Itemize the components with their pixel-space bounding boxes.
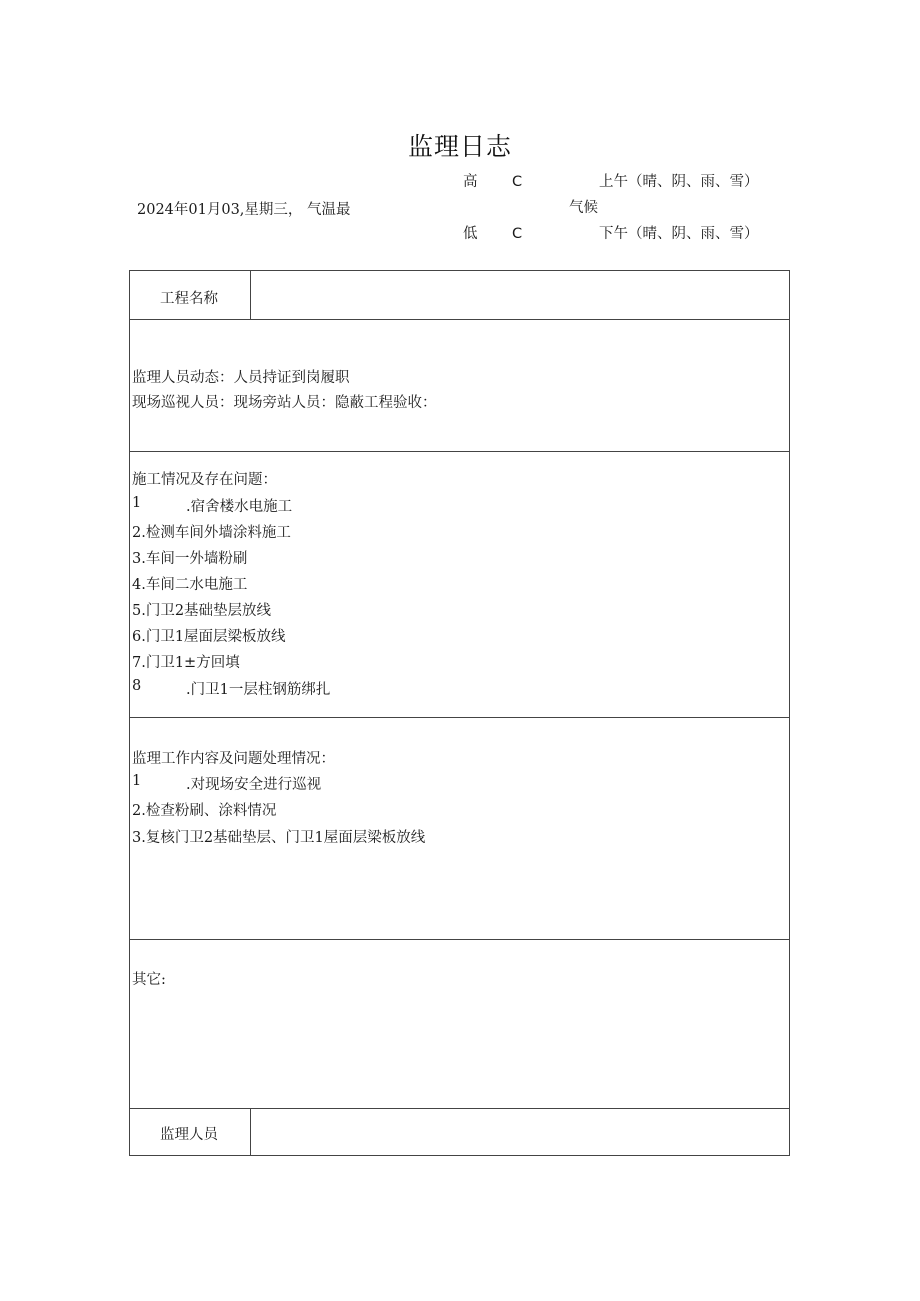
temp-high-label: 高 <box>463 174 478 190</box>
list-item-number: 8 <box>132 678 142 694</box>
construction-item: 2.检测车间外墙涂料施工 <box>132 525 291 541</box>
supervisor-label: 监理人员 <box>160 1127 218 1143</box>
row-divider <box>130 319 789 320</box>
construction-item: .门卫1一层柱钢筋绑扎 <box>186 682 331 698</box>
weather-label: 气候 <box>569 200 598 216</box>
construction-item: 5.门卫2基础垫层放线 <box>132 603 272 619</box>
column-divider <box>250 1108 251 1155</box>
supervision-item: 2.检查粉刷、涂料情况 <box>132 803 277 819</box>
page-title: 监理日志 <box>407 132 512 161</box>
construction-item: 6.门卫1屋面层梁板放线 <box>132 629 286 645</box>
column-divider <box>250 271 251 319</box>
supervision-item: 3.复核门卫2基础垫层、门卫1屋面层梁板放线 <box>132 830 426 846</box>
construction-item: .宿舍楼水电施工 <box>186 499 293 515</box>
staff-line-1: 监理人员动态：人员持证到岗履职 <box>132 370 350 386</box>
staff-line-2: 现场巡视人员：现场旁站人员：隐蔽工程验收： <box>132 395 437 411</box>
list-item-number: 1 <box>132 773 142 789</box>
weather-morning: 上午（晴、阴、雨、雪） <box>599 174 759 190</box>
date-line: 2024年01月03,星期三， 气温最 <box>137 202 351 218</box>
supervision-item: .对现场安全进行巡视 <box>186 777 322 793</box>
row-divider <box>130 451 789 452</box>
supervision-heading: 监理工作内容及问题处理情况： <box>132 751 335 767</box>
other-heading: 其它: <box>132 972 166 988</box>
construction-item: 3.车间一外墙粉刷 <box>132 551 248 567</box>
weather-afternoon: 下午（晴、阴、雨、雪） <box>599 226 759 242</box>
temp-high-unit: C <box>512 174 523 190</box>
log-table <box>129 270 790 1156</box>
construction-item: 4.车间二水电施工 <box>132 577 248 593</box>
project-name-label: 工程名称 <box>160 291 218 307</box>
row-divider <box>130 939 789 940</box>
row-divider <box>130 717 789 718</box>
row-divider <box>130 1108 789 1109</box>
list-item-number: 1 <box>132 495 142 511</box>
temp-low-unit: C <box>512 226 523 242</box>
construction-item: 7.门卫1±方回填 <box>132 655 240 671</box>
temp-low-label: 低 <box>463 226 478 242</box>
construction-heading: 施工情况及存在问题： <box>132 472 277 488</box>
